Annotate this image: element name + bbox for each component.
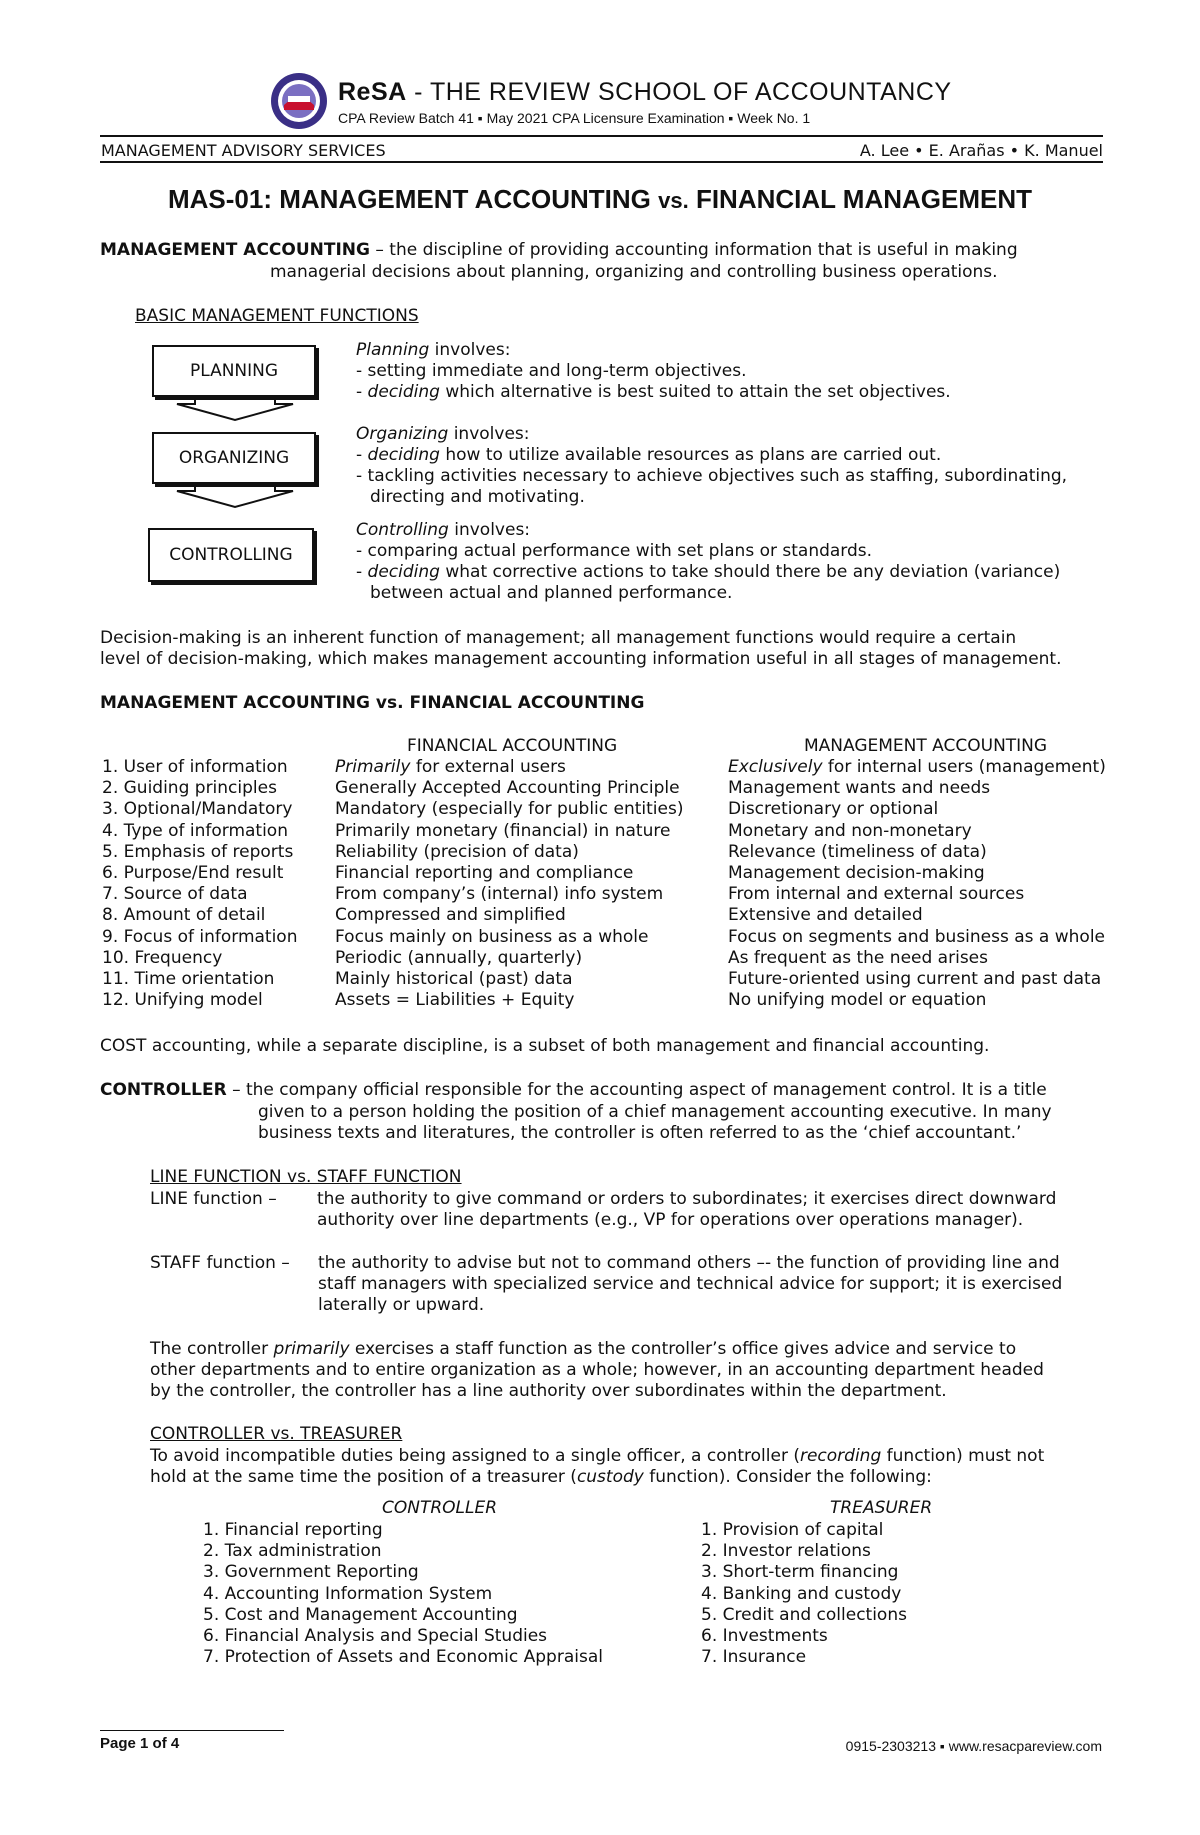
controller-duty-item: 1. Financial reporting xyxy=(203,1520,383,1540)
controller-duty-item: 5. Cost and Management Accounting xyxy=(203,1604,518,1625)
controller-treasurer-heading: CONTROLLER vs. TREASURER xyxy=(150,1424,403,1444)
controller-role-paragraph: The controller primarily exercises a staff function as the controller’s office gives advice and service to other departments and to entire organization as a whole; however, in an accounting department headed by the controller, the controller has a line authority over subordinates within the department. xyxy=(150,1339,1044,1401)
comparison-row-ma: No unifying model or equation xyxy=(728,990,987,1011)
comparison-row-fa: Generally Accepted Accounting Principle xyxy=(335,778,680,799)
functions-heading: BASIC MANAGEMENT FUNCTIONS xyxy=(135,306,419,326)
comparison-row-ma: Focus on segments and business as a whole xyxy=(728,926,1106,947)
batch-subtitle: CPA Review Batch 41 ▪ May 2021 CPA Licensure Examination ▪ Week No. 1 xyxy=(338,110,811,126)
comparison-fa-values xyxy=(335,757,683,1011)
treasurer-duty-item: 4. Banking and custody xyxy=(701,1583,902,1604)
controller-duty-item: 2. Tax administration xyxy=(203,1541,382,1562)
management-accounting-definition: MANAGEMENT ACCOUNTING – the discipline of providing accounting information that is useful in making xyxy=(100,240,1018,260)
treasurer-duty-item: 3. Short-term financing xyxy=(701,1562,899,1583)
comparison-labels xyxy=(102,757,297,1011)
controller-duty-item: 7. Protection of Assets and Economic Appraisal xyxy=(203,1647,603,1668)
contact-info: 0915-2303213 ▪ www.resacpareview.com xyxy=(845,1738,1102,1754)
controller-duty-item: 4. Accounting Information System xyxy=(203,1583,493,1604)
arrow-down-icon xyxy=(175,481,295,509)
comparison-row-label: 10. Frequency xyxy=(102,947,223,968)
comparison-row-ma: Discretionary or optional xyxy=(728,799,939,820)
comparison-row-ma: Management wants and needs xyxy=(728,778,991,799)
arrow-down-icon xyxy=(175,394,295,422)
fa-column-header: FINANCIAL ACCOUNTING xyxy=(407,736,618,756)
controlling-text: Controlling involves: - comparing actual performance with set plans or standards. - deciding what corrective actions to take should there be any deviation (variance) between actual and planned performance. xyxy=(356,520,1061,603)
subject-name: MANAGEMENT ADVISORY SERVICES xyxy=(101,141,386,160)
comparison-row-fa: Primarily for external users xyxy=(335,757,566,777)
authors: A. Lee • E. Arañas • K. Manuel xyxy=(859,141,1103,160)
comparison-row-ma: As frequent as the need arises xyxy=(728,947,988,968)
controller-definition: CONTROLLER – the company official responsible for the accounting aspect of management control. It is a title xyxy=(100,1080,1047,1100)
organizing-text: Organizing involves: - deciding how to utilize available resources as plans are carried out. - tackling activities necessary to achieve objectives such as staffing, subordinating, directing and motivating. xyxy=(356,424,1068,507)
planning-box: PLANNING xyxy=(152,345,316,397)
comparison-row-label: 5. Emphasis of reports xyxy=(102,841,294,862)
comparison-row-ma: Extensive and detailed xyxy=(728,905,923,926)
treasurer-list xyxy=(701,1520,907,1668)
comparison-row-label: 4. Type of information xyxy=(102,820,288,841)
comparison-heading: MANAGEMENT ACCOUNTING vs. FINANCIAL ACCOUNTING xyxy=(100,693,645,713)
comparison-row-fa: Financial reporting and compliance xyxy=(335,863,634,884)
decision-making-paragraph: Decision-making is an inherent function of management; all management functions would require a certain level of decision-making, which makes management accounting information useful in all stages of management. xyxy=(100,628,1062,669)
line-staff-heading: LINE FUNCTION vs. STAFF FUNCTION xyxy=(150,1167,462,1187)
controller-list-heading: CONTROLLER xyxy=(382,1498,498,1518)
comparison-row-label: 2. Guiding principles xyxy=(102,778,277,799)
page-number: Page 1 of 4 xyxy=(100,1735,180,1752)
comparison-row-fa: Mainly historical (past) data xyxy=(335,969,573,990)
comparison-row-label: 3. Optional/Mandatory xyxy=(102,799,293,820)
controller-treasurer-intro: To avoid incompatible duties being assigned to a single officer, a controller (recording function) must not hold at the same time the position of a treasurer (custody function). Consider the following: xyxy=(150,1446,1045,1487)
controller-duty-item: 6. Financial Analysis and Special Studies xyxy=(203,1626,548,1647)
treasurer-duty-item: 7. Insurance xyxy=(701,1647,807,1668)
treasurer-list-heading: TREASURER xyxy=(830,1498,933,1518)
school-name: ReSA - THE REVIEW SCHOOL OF ACCOUNTANCY xyxy=(338,78,952,106)
controller-definition-cont: given to a person holding the position of a chief management accounting executive. In many business texts and literatures, the controller is often referred to as the ‘chief accountant.’ xyxy=(258,1102,1052,1143)
comparison-row-fa: Compressed and simplified xyxy=(335,905,566,926)
comparison-row-label: 9. Focus of information xyxy=(102,926,298,947)
treasurer-duty-item: 1. Provision of capital xyxy=(701,1520,884,1540)
planning-text: Planning involves: - setting immediate and long-term objectives. - deciding which alternative is best suited to attain the set objectives. xyxy=(356,340,951,402)
line-function-definition: the authority to give command or orders to subordinates; it exercises direct downward authority over line departments (e.g., VP for operations over operations manager). xyxy=(317,1189,1057,1230)
controller-duty-item: 3. Government Reporting xyxy=(203,1562,419,1583)
comparison-row-fa: From company’s (internal) info system xyxy=(335,884,664,905)
comparison-row-label: 12. Unifying model xyxy=(102,990,263,1011)
comparison-row-label: 6. Purpose/End result xyxy=(102,863,284,884)
treasurer-duty-item: 5. Credit and collections xyxy=(701,1604,907,1625)
comparison-row-label: 1. User of information xyxy=(102,757,288,777)
comparison-row-ma: Future-oriented using current and past data xyxy=(728,969,1102,990)
comparison-row-ma: Exclusively for internal users (management) xyxy=(728,757,1106,777)
staff-function-definition: the authority to advise but not to command others –- the function of providing line and staff managers with specialized service and technical advice for support; it is exercised laterally or upward. xyxy=(318,1253,1063,1315)
footer-rule xyxy=(100,1730,284,1731)
line-function-label: LINE function – xyxy=(150,1189,277,1209)
comparison-row-ma: From internal and external sources xyxy=(728,884,1025,905)
ma-column-header: MANAGEMENT ACCOUNTING xyxy=(804,736,1048,756)
comparison-row-fa: Primarily monetary (financial) in nature xyxy=(335,820,671,841)
organizing-box: ORGANIZING xyxy=(152,432,316,484)
management-accounting-definition-cont: managerial decisions about planning, organizing and controlling business operations. xyxy=(270,262,998,282)
staff-function-label: STAFF function – xyxy=(150,1253,290,1273)
comparison-row-ma: Management decision-making xyxy=(728,863,985,884)
treasurer-duty-item: 6. Investments xyxy=(701,1626,828,1647)
page-title: MAS-01: MANAGEMENT ACCOUNTING vs. FINANCIAL MANAGEMENT xyxy=(167,184,1033,214)
comparison-row-fa: Mandatory (especially for public entities) xyxy=(335,799,684,820)
controller-list xyxy=(203,1520,603,1668)
comparison-row-fa: Focus mainly on business as a whole xyxy=(335,926,649,947)
resa-logo xyxy=(270,72,328,130)
header-rule xyxy=(100,135,1103,137)
comparison-row-ma: Monetary and non-monetary xyxy=(728,820,972,841)
comparison-row-fa: Periodic (annually, quarterly) xyxy=(335,947,583,968)
cost-accounting-note: COST accounting, while a separate discipline, is a subset of both management and financial accounting. xyxy=(100,1036,990,1056)
comparison-row-fa: Assets = Liabilities + Equity xyxy=(335,990,575,1011)
comparison-row-label: 11. Time orientation xyxy=(102,969,275,990)
comparison-ma-values xyxy=(728,757,1106,1011)
comparison-row-label: 7. Source of data xyxy=(102,884,248,905)
treasurer-duty-item: 2. Investor relations xyxy=(701,1541,871,1562)
header-rule-2 xyxy=(100,161,1103,163)
controlling-box: CONTROLLING xyxy=(148,528,314,582)
comparison-row-fa: Reliability (precision of data) xyxy=(335,841,579,862)
comparison-row-label: 8. Amount of detail xyxy=(102,905,266,926)
comparison-row-ma: Relevance (timeliness of data) xyxy=(728,841,987,862)
